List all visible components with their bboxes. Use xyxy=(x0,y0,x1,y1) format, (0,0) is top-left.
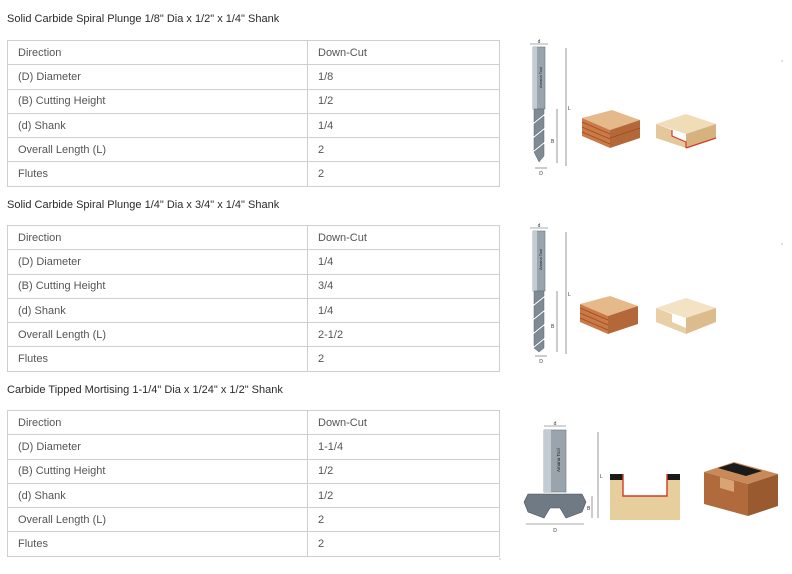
row-value: 1/4 xyxy=(308,298,500,322)
table-row xyxy=(8,250,500,274)
table-row xyxy=(8,41,500,65)
row-label: (B) Cutting Height xyxy=(8,459,308,483)
table-row xyxy=(8,89,500,113)
row-value: 1/4 xyxy=(308,250,500,274)
table-row xyxy=(8,274,500,298)
dim-label-B: B xyxy=(587,506,591,512)
row-value: Down-Cut xyxy=(308,226,500,250)
row-value: 1/2 xyxy=(308,459,500,483)
spec-table-2 xyxy=(7,225,500,372)
brand-mark: Amana Tool xyxy=(538,66,543,88)
row-label: (B) Cutting Height xyxy=(8,274,308,298)
table-row xyxy=(8,226,500,250)
row-label: Overall Length (L) xyxy=(8,508,308,532)
row-label: (d) Shank xyxy=(8,298,308,322)
row-label: (B) Cutting Height xyxy=(8,89,308,113)
dim-label-B: B xyxy=(551,324,555,330)
dim-label-D: D xyxy=(539,171,543,177)
dim-label-d: d xyxy=(553,421,557,427)
table-row xyxy=(8,113,500,137)
dim-label-B: B xyxy=(551,139,555,145)
table-row xyxy=(8,298,500,322)
row-label: Overall Length (L) xyxy=(8,138,308,162)
row-label: Flutes xyxy=(8,162,308,186)
section-1-title: Solid Carbide Spiral Plunge 1/8" Dia x 1/2" x 1/4" Shank xyxy=(7,13,280,25)
row-value: 1/2 xyxy=(308,89,500,113)
dim-label-D: D xyxy=(553,528,557,534)
spiral-bit-figure-1 xyxy=(520,38,725,178)
dim-label-L: L xyxy=(600,474,603,480)
router-bit-drawing xyxy=(524,421,603,534)
row-value: 3/4 xyxy=(308,274,500,298)
section-3-title: Carbide Tipped Mortising 1-1/4" Dia x 1/24" x 1/2" Shank xyxy=(7,384,283,396)
dim-label-L: L xyxy=(568,106,571,112)
dim-label-d: d xyxy=(537,223,541,229)
table-row xyxy=(8,65,500,89)
section-2-title: Solid Carbide Spiral Plunge 1/4" Dia x 3/4" x 1/4" Shank xyxy=(7,199,280,211)
row-value: 1/4 xyxy=(308,113,500,137)
row-label: Direction xyxy=(8,411,308,435)
brand-mark: Amana Tool xyxy=(556,448,561,472)
decorative-dot xyxy=(781,60,783,62)
grooved-board-sample xyxy=(656,298,716,334)
table-row xyxy=(8,508,500,532)
table-row xyxy=(8,435,500,459)
table-row xyxy=(8,138,500,162)
spec-table-1 xyxy=(7,40,500,187)
table-row xyxy=(8,323,500,347)
mortise-cross-section xyxy=(610,474,680,520)
row-label: Flutes xyxy=(8,347,308,371)
row-value: 1/8 xyxy=(308,65,500,89)
row-label: Flutes xyxy=(8,532,308,556)
table-row xyxy=(8,483,500,507)
table-row xyxy=(8,411,500,435)
router-bit-drawing xyxy=(530,223,571,364)
table-row xyxy=(8,162,500,186)
row-label: (d) Shank xyxy=(8,483,308,507)
row-label: (D) Diameter xyxy=(8,250,308,274)
spec-table-3 xyxy=(7,410,500,557)
row-value: 1/2 xyxy=(308,483,500,507)
row-label: (d) Shank xyxy=(8,113,308,137)
row-value: Down-Cut xyxy=(308,411,500,435)
dim-label-d: d xyxy=(537,39,541,45)
spiral-bit-figure-2 xyxy=(520,222,725,364)
table-row xyxy=(8,347,500,371)
row-label: (D) Diameter xyxy=(8,65,308,89)
row-value: Down-Cut xyxy=(308,41,500,65)
row-label: Direction xyxy=(8,41,308,65)
table-row xyxy=(8,532,500,556)
row-label: (D) Diameter xyxy=(8,435,308,459)
decorative-dot xyxy=(499,558,501,560)
brand-mark: Amana Tool xyxy=(538,248,543,270)
grooved-board-sample xyxy=(656,114,716,148)
row-label: Direction xyxy=(8,226,308,250)
dim-label-D: D xyxy=(539,359,543,364)
laminated-board-sample xyxy=(582,110,640,148)
row-value: 2 xyxy=(308,508,500,532)
row-value: 2-1/2 xyxy=(308,323,500,347)
decorative-dot xyxy=(781,243,783,245)
row-label: Overall Length (L) xyxy=(8,323,308,347)
mortising-bit-figure xyxy=(522,420,784,538)
slotted-block-sample xyxy=(704,462,778,516)
table-row xyxy=(8,459,500,483)
row-value: 2 xyxy=(308,138,500,162)
laminated-board-sample xyxy=(580,296,638,334)
row-value: 2 xyxy=(308,532,500,556)
row-value: 2 xyxy=(308,162,500,186)
row-value: 2 xyxy=(308,347,500,371)
row-value: 1-1/4 xyxy=(308,435,500,459)
router-bit-drawing xyxy=(530,39,571,177)
dim-label-L: L xyxy=(568,292,571,298)
